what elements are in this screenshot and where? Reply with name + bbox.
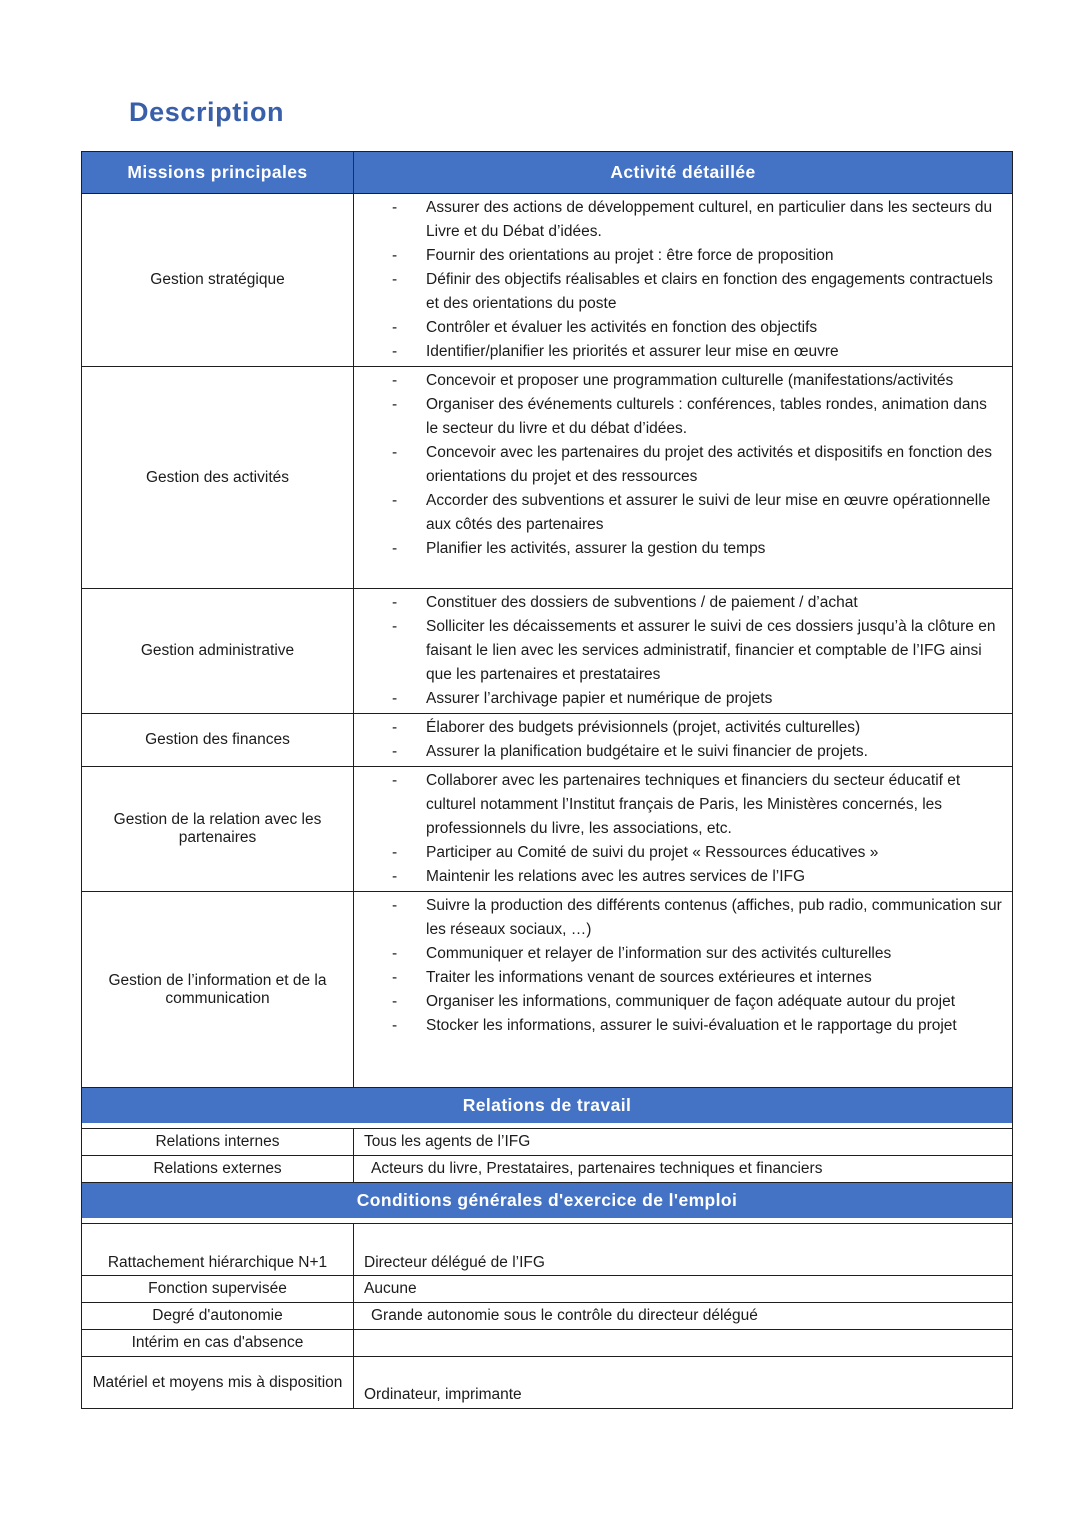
bullet-item: [392, 716, 1002, 740]
column-header-activities: Activité détaillée: [610, 162, 756, 182]
bullet-dash: -: [392, 247, 398, 264]
mission-label: Gestion des finances: [82, 714, 354, 766]
relation-label: Relations externes: [82, 1156, 354, 1182]
mission-activities: [354, 892, 1012, 1087]
mission-activities: [354, 767, 1012, 891]
mission-label: Gestion administrative: [82, 589, 354, 713]
bullet-text: Planifier les activités, assurer la gestion du temps: [426, 540, 766, 557]
bullet-item: [392, 340, 1002, 364]
bullet-dash: -: [392, 719, 398, 736]
mission-activities: [354, 367, 1012, 588]
bullet-dash: -: [392, 594, 398, 611]
page-title: Description: [129, 97, 285, 127]
mission-label: Gestion de l’information et de la communication: [82, 892, 354, 1087]
bullet-text: Assurer des actions de développement culturel, en particulier dans les secteurs du Livre et du Débat d’idées.: [426, 199, 993, 240]
bullet-text: Traiter les informations venant de sources extérieures et internes: [426, 969, 872, 986]
bullet-text: Maintenir les relations avec les autres services de l’IFG: [426, 868, 806, 885]
table-header-row: [82, 152, 1012, 194]
bullet-item: [392, 196, 1002, 244]
bullet-item: [392, 369, 1002, 393]
table-row: [82, 1357, 1012, 1408]
bullet-item: [392, 316, 1002, 340]
bullet-text: Collaborer avec les partenaires techniques et financiers du secteur éducatif et culturel notamment l’Institut français de Paris, les Ministères concernés, les professionnels du livre, les associations, etc.: [426, 772, 961, 837]
bullet-item: [392, 615, 1002, 687]
mission-label: Gestion des activités: [82, 367, 354, 588]
bullet-item: [392, 489, 1002, 537]
bullet-dash: -: [392, 993, 398, 1010]
bullet-text: Communiquer et relayer de l’information sur des activités culturelles: [426, 945, 892, 962]
relation-value: Tous les agents de l’IFG: [364, 1133, 531, 1150]
bullet-dash: -: [392, 969, 398, 986]
bullet-dash: -: [392, 1017, 398, 1034]
bullet-text: Contrôler et évaluer les activités en fonction des objectifs: [426, 319, 818, 336]
condition-value: [354, 1330, 1012, 1356]
relation-label: Relations internes: [82, 1129, 354, 1155]
table-row: [82, 892, 1012, 1088]
bullet-text: Organiser des événements culturels : conférences, tables rondes, animation dans le secteur du livre et du débat d’idées.: [426, 396, 987, 437]
bullet-dash: -: [392, 618, 398, 635]
table-row: [82, 589, 1012, 714]
bullet-item: [392, 990, 1002, 1014]
bullet-text: Organiser les informations, communiquer de façon adéquate autour du projet: [426, 993, 956, 1010]
bullet-text: Identifier/planifier les priorités et assurer leur mise en œuvre: [426, 343, 839, 360]
bullet-item: [392, 769, 1002, 841]
bullet-text: Fournir des orientations au projet : être force de proposition: [426, 247, 834, 264]
bullet-item: [392, 687, 1002, 711]
bullet-text: Stocker les informations, assurer le suivi-évaluation et le rapportage du projet: [426, 1017, 957, 1034]
bullet-text: Accorder des subventions et assurer le suivi de leur mise en œuvre opérationnelle aux côtés des partenaires: [426, 492, 991, 533]
bullet-dash: -: [392, 743, 398, 760]
bullet-text: Concevoir avec les partenaires du projet des activités et dispositifs en fonction des orientations du projet et des ressources: [426, 444, 993, 485]
section-band-relations: Relations de travail: [82, 1088, 1012, 1129]
bullet-item: [392, 591, 1002, 615]
mission-activities: [354, 714, 1012, 766]
table-row: [82, 1303, 1012, 1330]
bullet-item: [392, 393, 1002, 441]
bullet-text: Assurer la planification budgétaire et le suivi financier de projets.: [426, 743, 868, 760]
bullet-item: [392, 894, 1002, 942]
section-band-conditions: Conditions générales d'exercice de l'emploi: [82, 1183, 1012, 1224]
condition-label: Fonction supervisée: [82, 1276, 354, 1302]
bullet-dash: -: [392, 444, 398, 461]
table-row: [82, 767, 1012, 892]
bullet-text: Constituer des dossiers de subventions / de paiement / d’achat: [426, 594, 858, 611]
bullet-text: Concevoir et proposer une programmation culturelle (manifestations/activités: [426, 372, 954, 389]
bullet-item: [392, 865, 1002, 889]
mission-activities: [354, 194, 1012, 366]
bullet-dash: -: [392, 492, 398, 509]
table-row: [82, 1224, 1012, 1276]
bullet-dash: -: [392, 844, 398, 861]
mission-label: Gestion de la relation avec les partenaires: [82, 767, 354, 891]
bullet-item: [392, 244, 1002, 268]
condition-value: Aucune: [364, 1280, 417, 1297]
bullet-dash: -: [392, 343, 398, 360]
bullet-item: [392, 966, 1002, 990]
bullet-text: Assurer l’archivage papier et numérique de projets: [426, 690, 773, 707]
mission-activities: [354, 589, 1012, 713]
bullet-text: Solliciter les décaissements et assurer le suivi de ces dossiers jusqu’à la clôture en faisant le lien avec les services administratif, financier et comptable de l’IFG ainsi que les partenaires et prestataires: [426, 618, 996, 683]
bullet-item: [392, 841, 1002, 865]
bullet-item: [392, 537, 1002, 561]
bullet-dash: -: [392, 897, 398, 914]
bullet-dash: -: [392, 868, 398, 885]
mission-label: Gestion stratégique: [82, 194, 354, 366]
bullet-item: [392, 942, 1002, 966]
bullet-item: [392, 740, 1002, 764]
bullet-dash: -: [392, 540, 398, 557]
table-row: [82, 714, 1012, 767]
condition-value: Grande autonomie sous le contrôle du directeur délégué: [371, 1307, 758, 1324]
table-row: [82, 1330, 1012, 1357]
table-row: [82, 1156, 1012, 1183]
bullet-dash: -: [392, 271, 398, 288]
table-row: [82, 1129, 1012, 1156]
condition-value: Directeur délégué de l’IFG: [364, 1254, 545, 1271]
relation-value: Acteurs du livre, Prestataires, partenaires techniques et financiers: [371, 1160, 823, 1177]
bullet-text: Définir des objectifs réalisables et clairs en fonction des engagements contractuels et des orientations du poste: [426, 271, 993, 312]
bullet-dash: -: [392, 396, 398, 413]
condition-label: Matériel et moyens mis à disposition: [82, 1357, 354, 1408]
bullet-item: [392, 1014, 1002, 1038]
condition-label: Rattachement hiérarchique N+1: [82, 1224, 354, 1275]
bullet-dash: -: [392, 690, 398, 707]
bullet-text: Participer au Comité de suivi du projet « Ressources éducatives »: [426, 844, 879, 861]
column-header-missions: Missions principales: [82, 152, 354, 193]
condition-label: Degré d'autonomie: [82, 1303, 354, 1329]
bullet-dash: -: [392, 772, 398, 789]
table-row: [82, 194, 1012, 367]
bullet-item: [392, 268, 1002, 316]
bullet-dash: -: [392, 319, 398, 336]
job-description-table: [81, 151, 1013, 1409]
table-row: [82, 367, 1012, 589]
condition-label: Intérim en cas d'absence: [82, 1330, 354, 1356]
bullet-dash: -: [392, 372, 398, 389]
bullet-item: [392, 441, 1002, 489]
condition-value: Ordinateur, imprimante: [364, 1386, 522, 1403]
table-row: [82, 1276, 1012, 1303]
bullet-text: Élaborer des budgets prévisionnels (projet, activités culturelles): [426, 719, 861, 736]
bullet-text: Suivre la production des différents contenus (affiches, pub radio, communication sur les réseaux sociaux, …): [426, 897, 1002, 938]
bullet-dash: -: [392, 199, 398, 216]
bullet-dash: -: [392, 945, 398, 962]
